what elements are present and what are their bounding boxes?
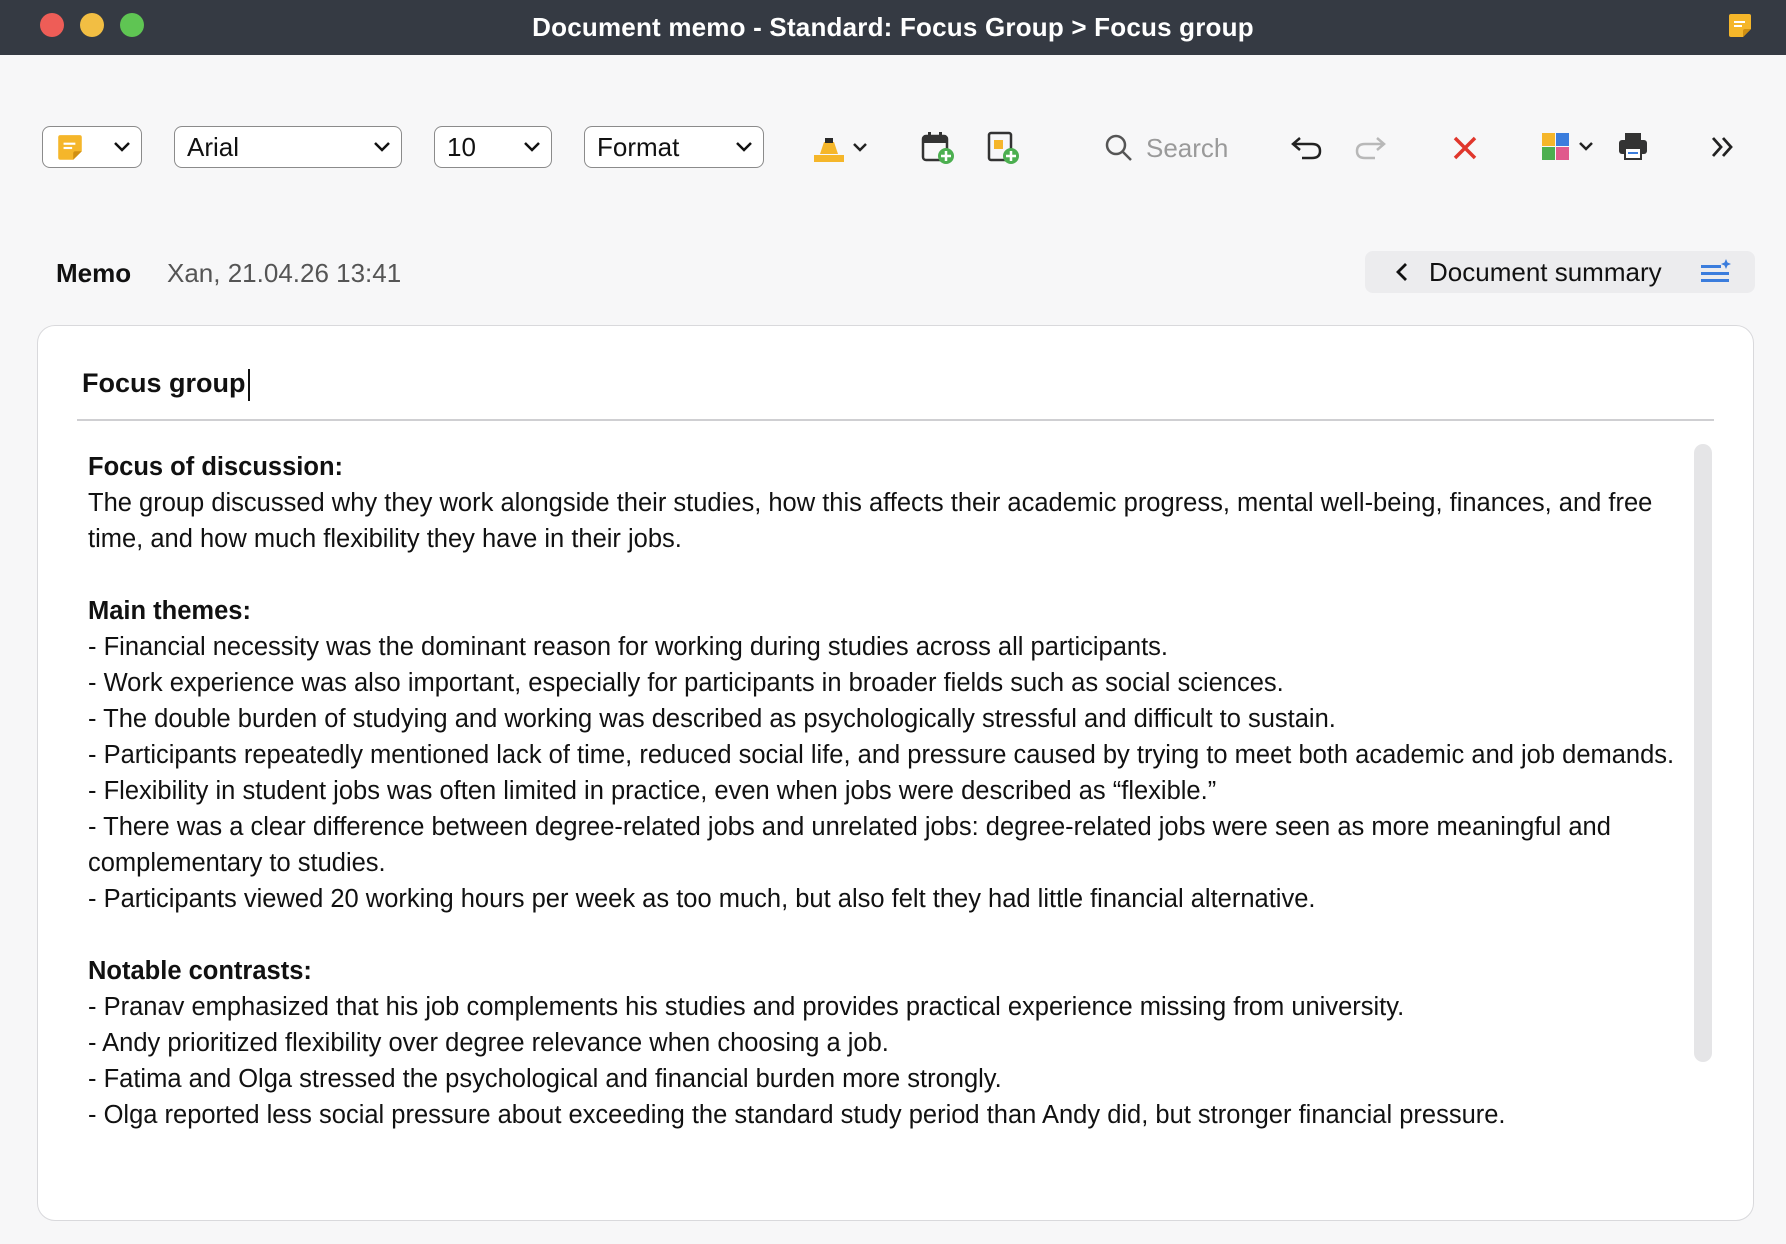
window-title: Document memo - Standard: Focus Group > Focus group (532, 12, 1254, 42)
section-line: - Olga reported less social pressure about exceeding the standard study period than Andy did, but stronger financial pressure. (88, 1101, 1506, 1129)
search-placeholder: Search (1146, 132, 1229, 163)
section-line: - Financial necessity was the dominant reason for working during studies across all participants. (88, 633, 1169, 661)
memo-type-dropdown[interactable] (42, 126, 142, 168)
font-family-dropdown[interactable] (174, 126, 402, 168)
document-summary-button[interactable] (1365, 251, 1755, 293)
section-line: - Work experience was also important, especially for participants in broader fields such as social sciences. (88, 669, 1284, 697)
undo-icon (1290, 134, 1324, 162)
memo-section (88, 953, 1688, 1133)
section-heading: Main themes: (88, 597, 251, 625)
chevron-down-icon (373, 141, 391, 153)
section-line: - Participants repeatedly mentioned lack of time, reduced social life, and pressure caused by trying to meet both academic and job demands. (88, 741, 1675, 769)
memo-editor-card (37, 325, 1754, 1221)
search-icon (1104, 133, 1134, 163)
format-dropdown[interactable] (584, 126, 764, 168)
format-value: Format (597, 131, 680, 162)
font-family-value: Arial (187, 131, 240, 162)
section-line: - There was a clear difference between degree-related jobs and unrelated jobs: degree-related jobs were seen as more meaningful and complementary to studies. (88, 813, 1611, 877)
memo-label: Memo (56, 258, 132, 288)
minimize-window-button[interactable] (80, 13, 104, 37)
font-size-value: 10 (447, 131, 476, 162)
vertical-scrollbar[interactable] (1694, 444, 1712, 1062)
double-chevron-right-icon (1710, 134, 1736, 160)
puzzle-icon (1540, 130, 1596, 164)
document-add-icon (985, 130, 1021, 166)
chevron-down-icon (735, 141, 753, 153)
insert-object-button[interactable] (985, 130, 1021, 171)
highlighter-icon (812, 132, 872, 166)
font-size-dropdown[interactable] (434, 126, 552, 168)
printer-icon (1617, 130, 1649, 162)
window-controls (40, 13, 144, 37)
close-window-button[interactable] (40, 13, 64, 37)
highlight-color-button[interactable] (812, 132, 872, 166)
undo-button[interactable] (1290, 134, 1324, 167)
section-line: - Flexibility in student jobs was often limited in practice, even when jobs were described as “flexible.” (88, 777, 1217, 805)
summary-list-icon (1699, 257, 1733, 287)
memo-body-editor[interactable] (88, 449, 1688, 1169)
section-line: - Andy prioritized flexibility over degree relevance when choosing a job. (88, 1029, 889, 1057)
memo-type-icon (55, 131, 113, 163)
redo-icon (1353, 134, 1387, 162)
memo-icon (1726, 12, 1754, 45)
search-field[interactable] (1104, 128, 1254, 168)
delete-button[interactable] (1450, 133, 1480, 168)
section-line: - The double burden of studying and working was described as psychologically stressful and difficult to sustain. (88, 705, 1336, 733)
close-icon (1450, 133, 1480, 163)
section-heading: Notable contrasts: (88, 957, 312, 985)
section-heading: Focus of discussion: (88, 453, 344, 481)
document-summary-label: Document summary (1429, 256, 1662, 287)
section-line: - Participants viewed 20 working hours per week as too much, but also felt they had little financial alternative. (88, 885, 1316, 913)
maximize-window-button[interactable] (120, 13, 144, 37)
section-line: - Fatima and Olga stressed the psychological and financial burden more strongly. (88, 1065, 1002, 1093)
memo-title-text: Focus group (82, 368, 246, 398)
tools-menu-button[interactable] (1540, 130, 1596, 169)
memo-section (88, 593, 1688, 917)
memo-title-field[interactable] (82, 368, 250, 401)
memo-section (88, 449, 1688, 557)
chevron-left-icon (1395, 261, 1409, 283)
memo-author-date: Xan, 21.04.26 13:41 (167, 258, 402, 288)
section-line: The group discussed why they work alongside their studies, how this affects their academic progress, mental well-being, finances, and free time, and how much flexibility they have in their jobs. (88, 489, 1653, 553)
more-tools-button[interactable] (1710, 134, 1736, 165)
print-button[interactable] (1617, 130, 1649, 167)
chevron-down-icon (523, 141, 541, 153)
redo-button[interactable] (1353, 134, 1387, 167)
text-cursor (248, 369, 250, 401)
section-line: - Pranav emphasized that his job complements his studies and provides practical experience missing from university. (88, 993, 1405, 1021)
chevron-down-icon (113, 141, 131, 153)
calendar-add-icon (920, 130, 956, 166)
insert-date-button[interactable] (920, 130, 956, 171)
title-bar (0, 0, 1786, 55)
title-divider (77, 419, 1714, 421)
